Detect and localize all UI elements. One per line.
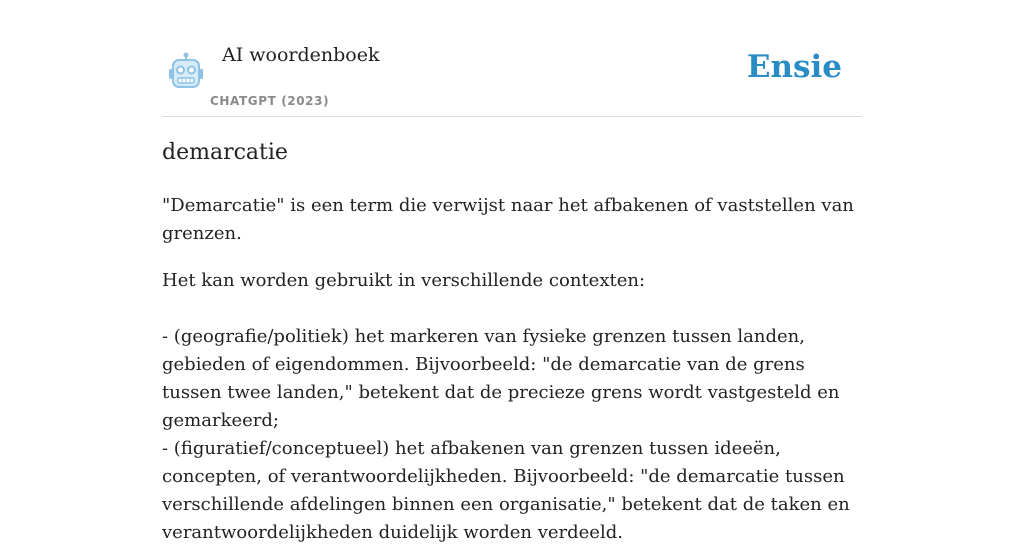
definition-point: - (geografie/politiek) het markeren van fysieke grenzen tussen landen, gebieden of eigendommen. Bijvoorbeeld: "de demarcatie van de grens tussen twee landen," betekent dat de precieze grens wordt vastgesteld en gemarkeerd; <box>162 326 840 431</box>
intro-text: Het kan worden gebruikt in verschillende contexten: <box>162 270 646 291</box>
entry-card <box>162 0 862 543</box>
entry-header <box>162 0 862 117</box>
entry-content <box>162 192 862 547</box>
entry-term: demarcatie <box>162 140 288 165</box>
definition-text: "Demarcatie" is een term die verwijst naar het afbakenen of vaststellen van grenzen. <box>162 195 854 244</box>
brand-logo[interactable]: Ensie <box>746 49 842 85</box>
robot-icon <box>166 52 206 90</box>
definition-point: - (figuratief/conceptueel) het afbakenen van grenzen tussen ideeën, concepten, of verantwoordelijkheden. Bijvoorbeeld: "de demarcatie tussen verschillende afdelingen binnen een organisatie," betekent dat de taken en verantwoordelijkheden duidelijk worden verdeeld. <box>162 438 850 543</box>
source-subtitle: CHATGPT (2023) <box>210 94 330 108</box>
source-title[interactable]: AI woordenboek <box>222 44 380 66</box>
